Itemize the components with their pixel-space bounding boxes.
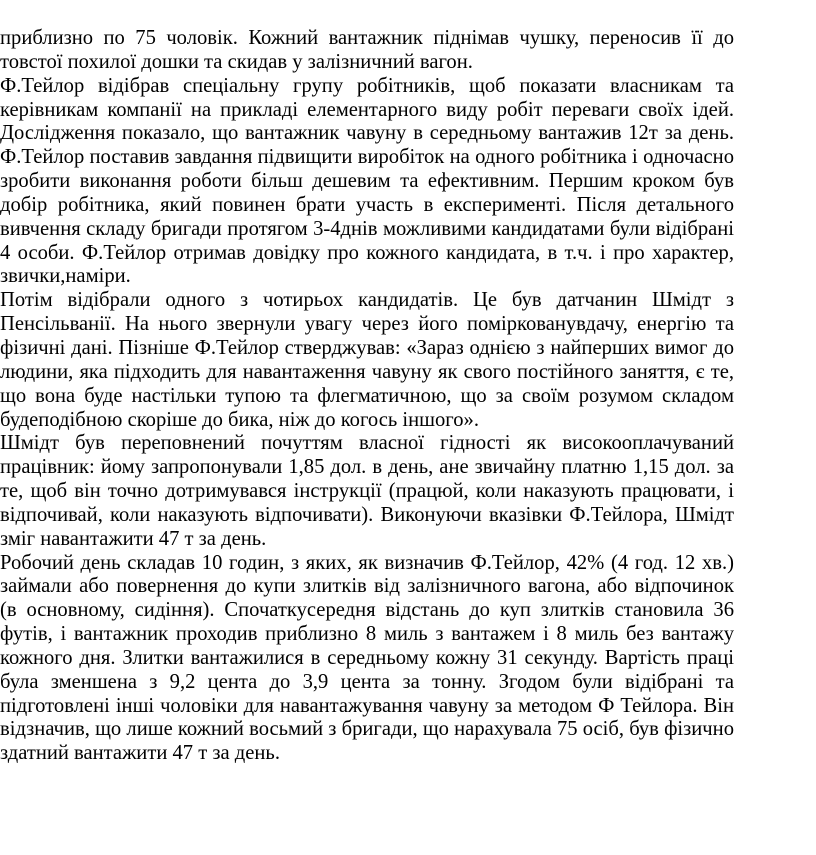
document-page xyxy=(0,27,734,766)
paragraph-4: Шмідт був переповнений почуттям власної гідності як високооплачуваний працівник: йому запропонували 1,85 дол. в день, ане звичайну платню 1,15 дол. за те, щоб він точно дотримувався інструкції (працюй, коли наказують працювати, і відпочивай, коли наказують відпочивати). Виконуючи вказівки Ф.Тейлора, Шмідт зміг навантажити 47 т за день. xyxy=(0,432,734,550)
paragraph-2: Ф.Тейлор відібрав спеціальну групу робітників, щоб показати власникам та керівникам компанії на прикладі елементарного виду робіт переваги своїх ідей. Дослідження показало, що вантажник чавуну в середньому вантажив 12т за день. Ф.Тейлор поставив завдання підвищити виробіток на одного робітника і одночасно зробити виконання роботи більш дешевим та ефективним. Першим кроком був добір робітника, який повинен брати участь в експерименті. Після детального вивчення складу бригади протягом 3-4днів можливими кандидатами були відібрані 4 особи. Ф.Тейлор отримав довідку про кожного кандидата, в т.ч. і про характер, звички,наміри. xyxy=(0,74,734,288)
paragraph-1: приблизно по 75 чоловік. Кожний вантажник піднімав чушку, переносив її до товстої похилої дошки та скидав у залізничний вагон. xyxy=(0,27,734,73)
paragraph-3: Потім відібрали одного з чотирьох кандидатів. Це був датчанин Шмідт з Пенсільванії. На нього звернули увагу через його поміркованувдачу, енергію та фізичні дані. Пізніше Ф.Тейлор стверджував: «Зараз однією з найперших вимог до людини, яка підходить для навантаження чавуну як свого постійного заняття, є те, що вона буде настільки тупою та флегматичною, що за своїм розумом складом будеподібною скоріше до бика, ніж до когось іншого». xyxy=(0,289,734,431)
paragraph-5: Робочий день складав 10 годин, з яких, як визначив Ф.Тейлор, 42% (4 год. 12 хв.) займали або повернення до купи злитків від залізничного вагона, або відпочинок (в основному, сидіння). Спочаткусередня відстань до куп злитків становила 36 футів, і вантажник проходив приблизно 8 миль з вантажем і 8 миль без вантажу кожного дня. Злитки вантажилися в середньому кожну 31 секунду. Вартість праці була зменшена з 9,2 цента до 3,9 цента за тонну. Згодом були відібрані та підготовлені інші чоловіки для навантажування чавуну за методом Ф Тейлора. Він відзначив, що лише кожний восьмий з бригади, що нарахувала 75 осіб, був фізично здатний вантажити 47 т за день. xyxy=(0,551,734,765)
